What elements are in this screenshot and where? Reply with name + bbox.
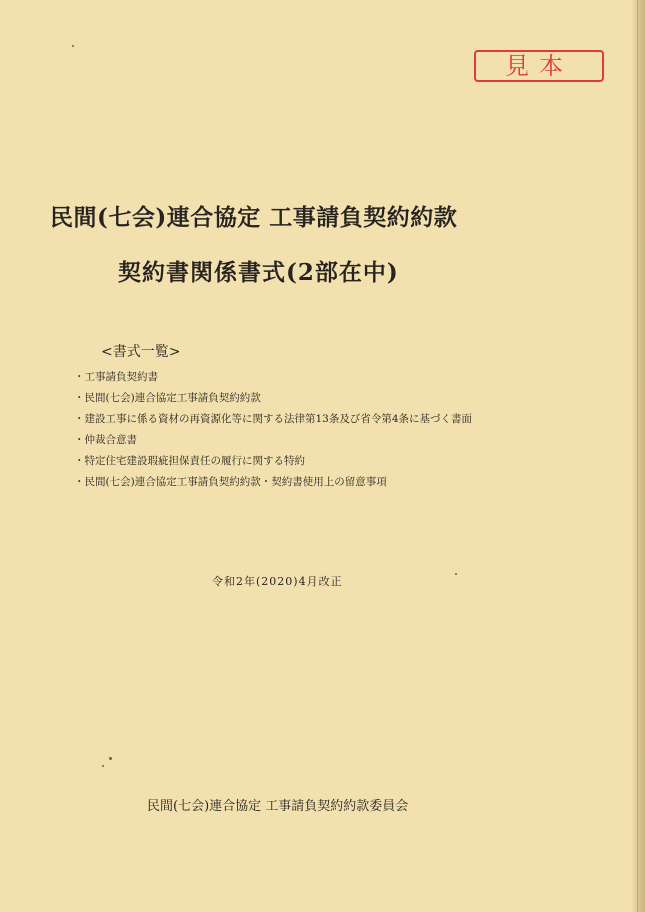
paper-speck bbox=[102, 765, 104, 767]
page-edge-line bbox=[637, 0, 638, 912]
page-edge-shadow bbox=[631, 0, 645, 912]
main-title: 民間(七会)連合協定 工事請負契約約款 bbox=[50, 204, 458, 231]
paper-speck bbox=[109, 757, 112, 760]
list-item: ・ 特定住宅建設瑕疵担保責任の履行に関する特約 bbox=[74, 454, 472, 475]
revision-date: 令和2年(2020)4月改正 bbox=[212, 575, 343, 588]
form-list-heading: <書式一覧> bbox=[101, 344, 181, 360]
list-item: ・ 民間(七会)連合協定工事請負契約約款 bbox=[74, 391, 472, 412]
list-item: ・ 民間(七会)連合協定工事請負契約約款・契約書使用上の留意事項 bbox=[74, 475, 472, 496]
paper-speck bbox=[455, 573, 457, 575]
sample-stamp: 見本 bbox=[474, 50, 604, 82]
list-item: ・ 建設工事に係る資材の再資源化等に関する法律第13条及び省令第4条に基づく書面 bbox=[74, 412, 472, 433]
subtitle: 契約書関係書式(2部在中) bbox=[118, 259, 399, 286]
form-list bbox=[74, 370, 472, 496]
publisher-name: 民間(七会)連合協定 工事請負契約約款委員会 bbox=[147, 799, 409, 814]
paper-speck bbox=[72, 45, 74, 47]
list-item: ・ 工事請負契約書 bbox=[74, 370, 472, 391]
list-item: ・ 仲裁合意書 bbox=[74, 433, 472, 454]
